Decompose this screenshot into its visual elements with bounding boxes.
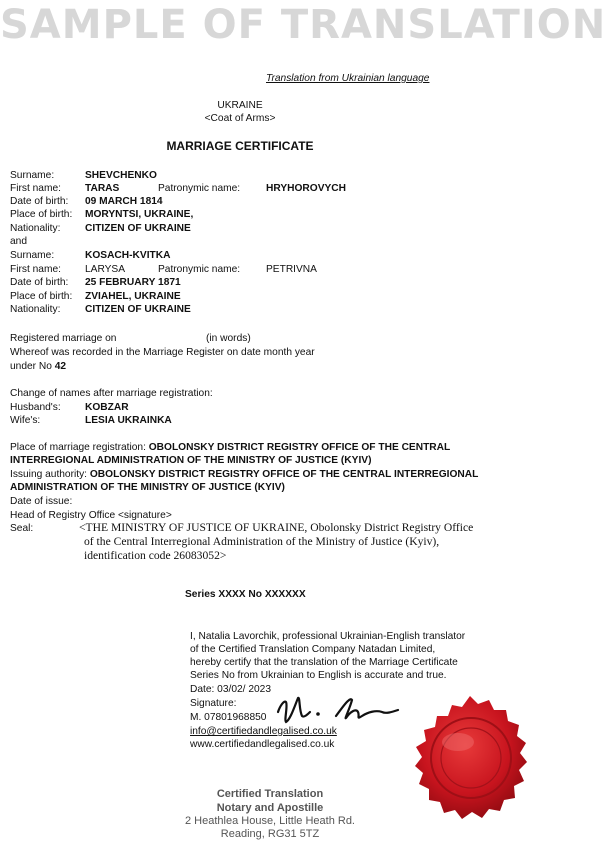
and-label: and [10,236,27,247]
wife-pob-label: Place of birth: [10,291,73,302]
red-seal-icon [398,690,538,840]
wife-dob-label: Date of birth: [10,277,69,288]
husband-nationality: CITIZEN OF UKRAINE [85,223,191,234]
issuing-authority-label: Issuing authority: [10,469,88,480]
seal-text-3: identification code 26083052> [84,549,227,562]
under-no-value: 42 [54,361,67,372]
wife-nationality-label: Nationality: [10,304,61,315]
footer-line-3: 2 Heathlea House, Little Heath Rd. [185,815,355,827]
translator-signature [272,690,402,732]
wife-pob: ZVIAHEL, UKRAINE [85,291,181,302]
husband-patronymic-label: Patronymic name: [158,183,241,194]
cert-signature-label: Signature: [190,698,237,709]
husbands-new-name: KOBZAR [85,402,129,413]
change-of-names-label: Change of names after marriage registration: [10,388,213,399]
place-of-registration-value-2: INTERREGIONAL ADMINISTRATION OF THE MINISTRY OF JUSTICE (KYIV) [10,455,372,466]
date-of-issue-label: Date of issue: [10,496,73,507]
wife-patronymic: PETRIVNA [266,264,317,275]
country: UKRAINE [217,100,263,111]
issuing-authority-value-1: OBOLONSKY DISTRICT REGISTRY OFFICE OF THE CENTRAL INTERREGIONAL [89,469,479,480]
husband-patronymic: HRYHOROVYCH [266,183,346,194]
registered-marriage-on: Registered marriage on [10,333,117,344]
husband-first-name: TARAS [85,183,120,194]
husband-dob-label: Date of birth: [10,196,69,207]
husband-pob: MORYNTSI, UKRAINE, [85,209,194,220]
husband-first-name-label: First name: [10,183,61,194]
seal-text-1: <THE MINISTRY OF JUSTICE OF UKRAINE, Obolonsky District Registry Office [79,521,474,534]
cert-phone: M. 07801968850 [190,712,267,723]
husband-surname: SHEVCHENKO [85,170,157,181]
wife-first-name: LARYSA [85,264,126,275]
wifes-label: Wife's: [10,415,41,426]
footer-line-4: Reading, RG31 5TZ [220,828,320,840]
husbands-label: Husband's: [10,402,61,413]
cert-website: www.certifiedandlegalised.co.uk [190,739,335,750]
wife-nationality: CITIZEN OF UKRAINE [85,304,191,315]
husband-surname-label: Surname: [10,170,55,181]
cert-line-2: of the Certified Translation Company Natadan Limited, [190,644,436,655]
watermark: SAMPLE OF TRANSLATION [0,2,606,48]
whereof-text: Whereof was recorded in the Marriage Register on date month year [10,347,315,358]
cert-email-link[interactable]: info@certifiedandlegalised.co.uk [190,726,337,737]
cert-line-3: hereby certify that the translation of the Marriage Certificate [190,657,458,668]
certificate-title: MARRIAGE CERTIFICATE [166,139,314,153]
place-of-registration-label: Place of marriage registration: [10,442,146,453]
seal-label: Seal: [10,523,34,534]
seal-text-2: of the Central Interregional Administration of the Ministry of Justice (Kyiv), [84,535,440,548]
husband-pob-label: Place of birth: [10,209,73,220]
footer-line-1: Certified Translation [216,788,324,800]
head-of-registry: Head of Registry Office <signature> [10,510,172,521]
under-no-label: under No [10,361,52,372]
translation-note: Translation from Ukrainian language [266,73,430,84]
wife-surname: KOSACH-KVITKA [85,250,171,261]
husband-dob: 09 MARCH 1814 [85,196,163,207]
wife-first-name-label: First name: [10,264,61,275]
cert-line-1: I, Natalia Lavorchik, professional Ukrainian-English translator [190,631,466,642]
cert-line-4: Series No from Ukrainian to English is accurate and true. [190,670,447,681]
place-of-registration [10,441,450,454]
place-of-registration-value-1: OBOLONSKY DISTRICT REGISTRY OFFICE OF THE CENTRAL [148,442,451,453]
footer-line-2: Notary and Apostille [216,802,324,814]
husband-nationality-label: Nationality: [10,223,61,234]
wife-patronymic-label: Patronymic name: [158,264,241,275]
coat-of-arms: <Coat of Arms> [204,113,276,124]
cert-date: Date: 03/02/ 2023 [190,684,271,695]
wifes-new-name: LESIA UKRAINKA [85,415,172,426]
series-number: Series XXXX No XXXXXX [185,589,306,600]
issuing-authority [10,468,478,481]
issuing-authority-value-2: ADMINISTRATION OF THE MINISTRY OF JUSTICE (KYIV) [10,482,285,493]
wife-surname-label: Surname: [10,250,55,261]
wife-dob: 25 FEBRUARY 1871 [85,277,181,288]
under-no [10,360,66,373]
in-words: (in words) [206,333,251,344]
